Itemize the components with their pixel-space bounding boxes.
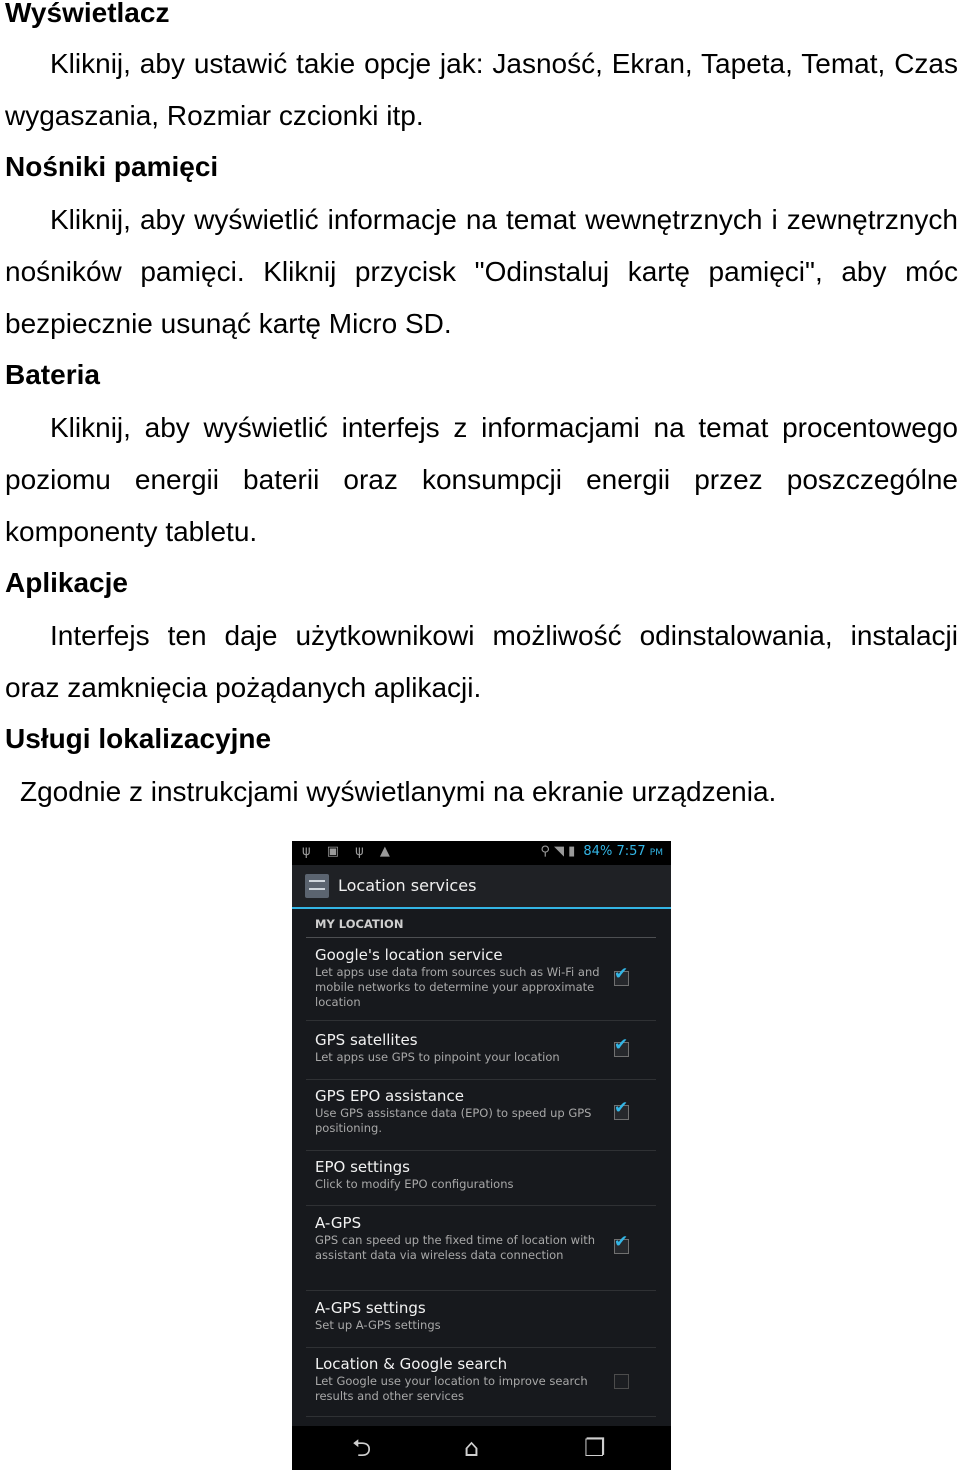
list-item-agps-settings[interactable] [315, 1299, 615, 1333]
list-item-epo-settings[interactable] [315, 1158, 615, 1192]
heading-storage: Nośniki pamięci [5, 151, 219, 182]
list-item-agps[interactable] [315, 1214, 615, 1263]
divider [306, 1416, 656, 1417]
check-icon: ✔ [614, 1035, 629, 1055]
check-icon: ✔ [614, 1232, 629, 1252]
paragraph-battery: Kliknij, aby wyświetlić interfejs z informacjami na temat procentowego poziomu energii baterii oraz konsumpcji energii przez poszczególne komponenty tabletu. [5, 412, 958, 547]
home-icon[interactable]: ⌂ [464, 1434, 480, 1462]
heading-location: Usługi lokalizacyjne [5, 723, 272, 754]
item-subtitle: Let apps use data from sources such as Wi-Fi and mobile networks to determine your approximate location [315, 965, 600, 1009]
battery-percent: 84% [583, 844, 613, 859]
divider [306, 1347, 656, 1348]
divider [306, 1150, 656, 1151]
item-title: A-GPS [315, 1214, 362, 1232]
heading-apps: Aplikacje [5, 567, 128, 598]
page-title: Location services [338, 876, 477, 895]
item-title: EPO settings [315, 1158, 410, 1176]
back-icon[interactable]: ⮌ [352, 1434, 372, 1462]
status-bar [292, 841, 671, 865]
signal-icon: ⚲ ◥ ▮ [540, 844, 576, 859]
divider [306, 1079, 656, 1080]
divider [306, 1290, 656, 1291]
checkbox-google-location[interactable] [614, 964, 629, 986]
item-title: Google's location service [315, 946, 503, 964]
item-subtitle: GPS can speed up the fixed time of location with assistant data via wireless data connection [315, 1233, 596, 1262]
check-icon: ✔ [614, 964, 629, 984]
clock-ampm: PM [649, 848, 663, 858]
checkbox-location-google-search[interactable] [614, 1374, 629, 1389]
item-subtitle: Set up A-GPS settings [315, 1318, 441, 1332]
item-title: A-GPS settings [315, 1299, 426, 1317]
item-subtitle: Use GPS assistance data (EPO) to speed up GPS positioning. [315, 1106, 592, 1135]
list-item-gps-epo[interactable] [315, 1087, 615, 1136]
checkbox-gps-satellites[interactable] [614, 1035, 629, 1057]
item-title: Location & Google search [315, 1355, 508, 1373]
item-subtitle: Click to modify EPO configurations [315, 1177, 514, 1191]
phone-screenshot [292, 841, 671, 1470]
action-bar [292, 865, 671, 909]
paragraph-storage: Kliknij, aby wyświetlić informacje na temat wewnętrznych i zewnętrznych nośników pamięci. Kliknij przycisk "Odinstaluj kartę pamięci", aby móc bezpiecznie usunąć kartę Micro SD. [5, 204, 958, 339]
recent-apps-icon[interactable]: ❐ [584, 1434, 606, 1462]
paragraph-display: Kliknij, aby ustawić takie opcje jak: Jasność, Ekran, Tapeta, Temat, Czas wygaszania, Rozmiar czcionki itp. [5, 48, 958, 131]
notification-icons: ψ ▣ ψ ▲ [302, 844, 396, 859]
check-icon: ✔ [614, 1098, 629, 1118]
paragraph-apps: Interfejs ten daje użytkownikowi możliwość odinstalowania, instalacji oraz zamknięcia pożądanych aplikacji. [5, 620, 958, 703]
item-subtitle: Let apps use GPS to pinpoint your location [315, 1050, 560, 1064]
list-item-gps-satellites[interactable] [315, 1031, 615, 1065]
settings-app-icon[interactable] [305, 874, 329, 898]
checkbox-agps[interactable] [614, 1232, 629, 1254]
checkbox-gps-epo[interactable] [614, 1098, 629, 1120]
heading-battery: Bateria [5, 359, 100, 390]
divider [306, 1205, 656, 1206]
section-header: MY LOCATION [315, 917, 404, 931]
list-item-location-google-search[interactable] [315, 1355, 615, 1404]
divider [306, 1020, 656, 1021]
list-item-google-location[interactable] [315, 946, 615, 1010]
navigation-bar [292, 1426, 671, 1470]
clock: 7:57 [616, 844, 646, 859]
item-title: GPS satellites [315, 1031, 418, 1049]
paragraph-location: Zgodnie z instrukcjami wyświetlanymi na ekranie urządzenia. [20, 776, 777, 807]
section-divider [306, 937, 656, 938]
item-subtitle: Let Google use your location to improve search results and other services [315, 1374, 588, 1403]
item-title: GPS EPO assistance [315, 1087, 464, 1105]
heading-display: Wyświetlacz [5, 0, 170, 28]
